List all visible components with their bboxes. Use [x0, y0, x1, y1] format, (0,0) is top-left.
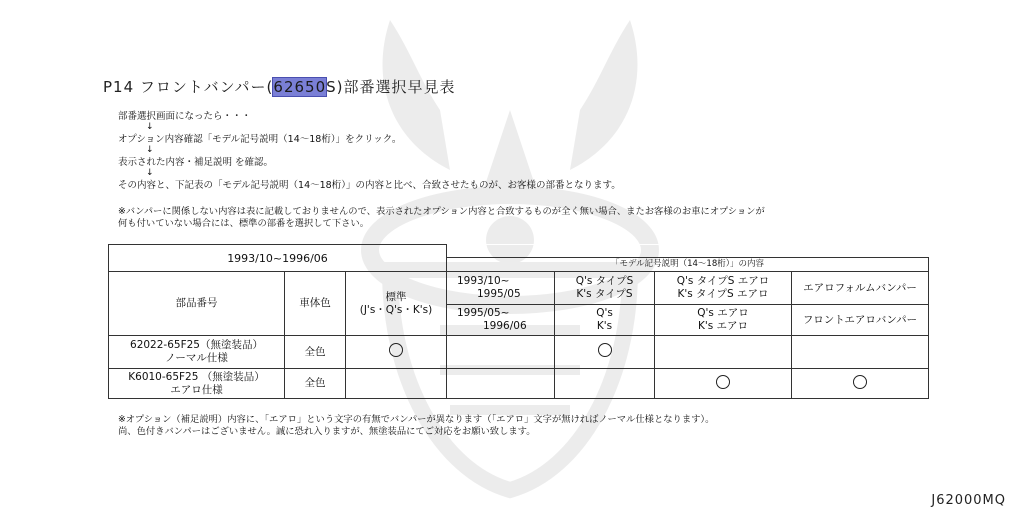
period-2-end: 1996/06 [483, 320, 527, 332]
qk-header [555, 305, 655, 336]
match-circle-cell [346, 336, 447, 369]
circle-mark-icon [598, 343, 612, 357]
period-1995-1996 [447, 305, 555, 336]
step-1: 部番選択画面になったら・・・ [118, 111, 252, 122]
down-arrow-icon: ↓ [146, 168, 154, 179]
footer-line-1: ※オプション（補足説明）内容に、「エアロ」という文字の有無でバンパーが異なります（「エアロ」文字が無ければノーマル仕様となります）。 [118, 414, 715, 425]
page-title [103, 76, 456, 97]
match-circle-cell [555, 336, 655, 369]
notice-text [118, 206, 765, 229]
standard-sub-label: (J's・Q's・K's) [359, 303, 433, 316]
part-number: K6010-65F25 （無塗装品） [128, 370, 265, 383]
part-selection-table [108, 244, 929, 399]
match-circle-cell [655, 369, 792, 399]
part-number-cell [109, 336, 285, 369]
type-s-aero-q: Q's タイプS エアロ [676, 275, 770, 287]
footer-line-2: 尚、色付きバンパーはございません。誠に恐れ入りますが、無塗装品にてご対応をお願い致します。 [118, 426, 536, 438]
step-2: オプション内容確認「モデル記号説明（14～18桁）」をクリック。 [118, 134, 402, 146]
type-s-header [555, 272, 655, 305]
part-spec: エアロ仕様 [170, 383, 223, 396]
type-s-k: K's タイプS [576, 288, 633, 300]
part-number: 62022-65F25（無塗装品） [130, 339, 263, 351]
type-s-aero-k: K's タイプS エアロ [677, 288, 769, 300]
step-3: 表示された内容・補足説明 を確認。 [118, 157, 274, 169]
front-aero-bumper-header: フロントエアロバンパー [792, 305, 929, 336]
notice-line-1: ※バンパーに関係しない内容は表に記載しておりませんので、表示されたオプション内容と合致するものが全く無い場合、またお客様のお車にオプションが [118, 206, 765, 217]
body-color-header: 車体色 [285, 272, 346, 336]
qk-aero-header [655, 305, 792, 336]
date-range-header: 1993/10~1996/06 [109, 245, 447, 272]
footer-notes [118, 414, 714, 439]
title-suffix: S)部番選択早見表 [326, 78, 456, 96]
aero-form-bumper-header: エアロフォルムバンパー [792, 272, 929, 305]
period-1-start: 1993/10~ [457, 275, 510, 287]
standard-label: 標準 [385, 290, 407, 303]
period-2-start: 1995/05~ [457, 307, 510, 319]
circle-mark-icon [389, 343, 403, 357]
body-color-cell: 全色 [285, 336, 346, 369]
q-aero-label: Q's エアロ [697, 307, 749, 319]
step-4: その内容と、下記表の「モデル記号説明（14～18桁）」の内容と比べ、合致させたものが、お客様の部番となります。 [118, 180, 621, 192]
circle-mark-icon [716, 375, 730, 389]
body-color-cell: 全色 [285, 369, 346, 399]
period-1-end: 1995/05 [477, 288, 521, 300]
q-label: Q's [596, 307, 613, 319]
down-arrow-icon: ↓ [146, 145, 154, 156]
circle-mark-icon [853, 375, 867, 389]
period-1993-1995 [447, 272, 555, 305]
notice-line-2: 何も付いていない場合には、標準の部番を選択して下さい。 [118, 217, 370, 229]
k-aero-label: K's エアロ [697, 320, 749, 332]
table-row [109, 336, 929, 369]
instruction-steps [118, 110, 621, 193]
document-code: J62000MQ [931, 493, 1006, 508]
standard-header [346, 272, 447, 336]
type-s-q: Q's タイプS [575, 275, 634, 287]
part-number-header: 部品番号 [109, 272, 285, 336]
type-s-aero-header [655, 272, 792, 305]
model-description-header: 「モデル記号説明（14～18桁）」の内容 [447, 258, 929, 272]
part-number-cell [109, 369, 285, 399]
selected-part-highlight: 62650 [273, 78, 327, 96]
match-circle-cell [792, 369, 929, 399]
title-prefix: P14 フロントバンパー( [103, 78, 274, 96]
k-label: K's [596, 320, 613, 332]
part-spec: ノーマル仕様 [165, 352, 228, 364]
table-row [109, 369, 929, 399]
down-arrow-icon: ↓ [146, 122, 154, 133]
